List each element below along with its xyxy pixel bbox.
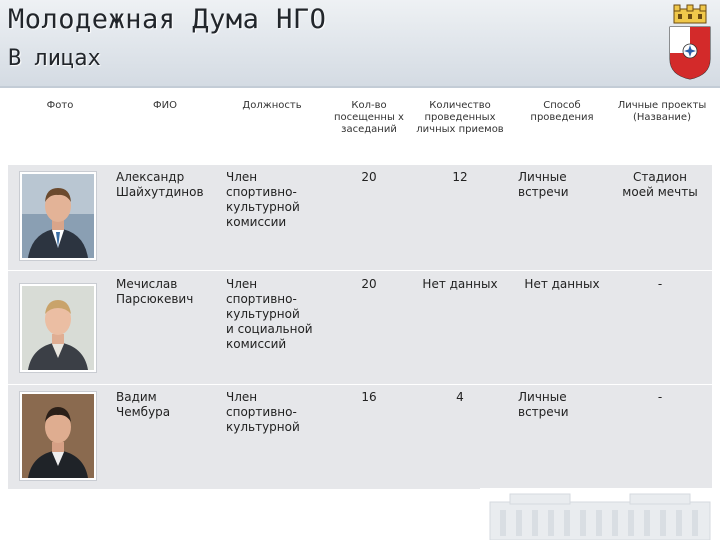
- col-header-projects: Личные проекты (Название): [617, 100, 707, 123]
- member-name: [116, 277, 193, 307]
- position-line: спортивно-: [226, 405, 297, 419]
- personal-projects: [614, 277, 706, 292]
- position-line: культурной: [226, 200, 300, 214]
- col-header-method: Способ проведения: [530, 100, 594, 123]
- receptions-count: 12: [452, 170, 468, 184]
- personal-projects: [614, 170, 706, 200]
- col-header-position: Должность: [242, 100, 302, 111]
- col-header-meetings: Кол-во посещенны х заседаний: [334, 100, 404, 135]
- member-position: [226, 390, 300, 435]
- method-line: Личные: [518, 170, 567, 184]
- project-line: -: [657, 390, 663, 404]
- member-name-line: Вадим: [116, 390, 157, 404]
- member-name-line: Александр: [116, 170, 185, 184]
- member-position: [226, 170, 300, 230]
- project-line: -: [657, 277, 663, 291]
- member-name-line: Мечислав: [116, 277, 178, 291]
- member-name: [116, 390, 170, 420]
- member-position: [226, 277, 313, 352]
- reception-method: [518, 170, 569, 200]
- meetings-count: 20: [361, 170, 377, 184]
- member-name: [116, 170, 204, 200]
- reception-method: [518, 390, 569, 420]
- member-photo: [20, 284, 96, 372]
- position-line: комиссий: [226, 337, 287, 351]
- member-name-line: Шайхутдинов: [116, 185, 204, 199]
- member-name-line: Чембура: [116, 405, 171, 419]
- building-watermark: [480, 488, 720, 540]
- member-name-line: Парсюкевич: [116, 292, 194, 306]
- meetings-count: 16: [361, 390, 377, 404]
- city-coat-of-arms-icon: [666, 3, 714, 81]
- col-header-photo: Фото: [46, 100, 74, 111]
- position-line: Член: [226, 170, 258, 184]
- receptions-count: 4: [456, 390, 464, 404]
- slide-header: [0, 0, 720, 88]
- method-line: Нет данных: [524, 277, 600, 291]
- member-photo: [20, 172, 96, 260]
- project-line: Стадион: [632, 170, 687, 184]
- page-subtitle: В лицах: [8, 46, 101, 71]
- col-header-name: ФИО: [153, 100, 177, 111]
- position-line: спортивно-: [226, 185, 297, 199]
- position-line: и социальной: [226, 322, 313, 336]
- position-line: культурной: [226, 420, 300, 434]
- method-line: Личные: [518, 390, 567, 404]
- position-line: культурной: [226, 307, 300, 321]
- position-line: Член: [226, 277, 258, 291]
- meetings-count: 20: [361, 277, 377, 291]
- project-line: моей мечты: [622, 185, 698, 199]
- page-title: Молодежная Дума НГО: [8, 4, 327, 35]
- position-line: Член: [226, 390, 258, 404]
- method-line: встречи: [518, 405, 569, 419]
- method-line: встречи: [518, 185, 569, 199]
- position-line: спортивно-: [226, 292, 297, 306]
- reception-method: [514, 277, 610, 292]
- position-line: комиссии: [226, 215, 287, 229]
- col-header-receptions: Количество проведенных личных приемов: [416, 100, 504, 135]
- receptions-count: Нет данных: [422, 277, 498, 291]
- member-photo: [20, 392, 96, 480]
- personal-projects: [614, 390, 706, 405]
